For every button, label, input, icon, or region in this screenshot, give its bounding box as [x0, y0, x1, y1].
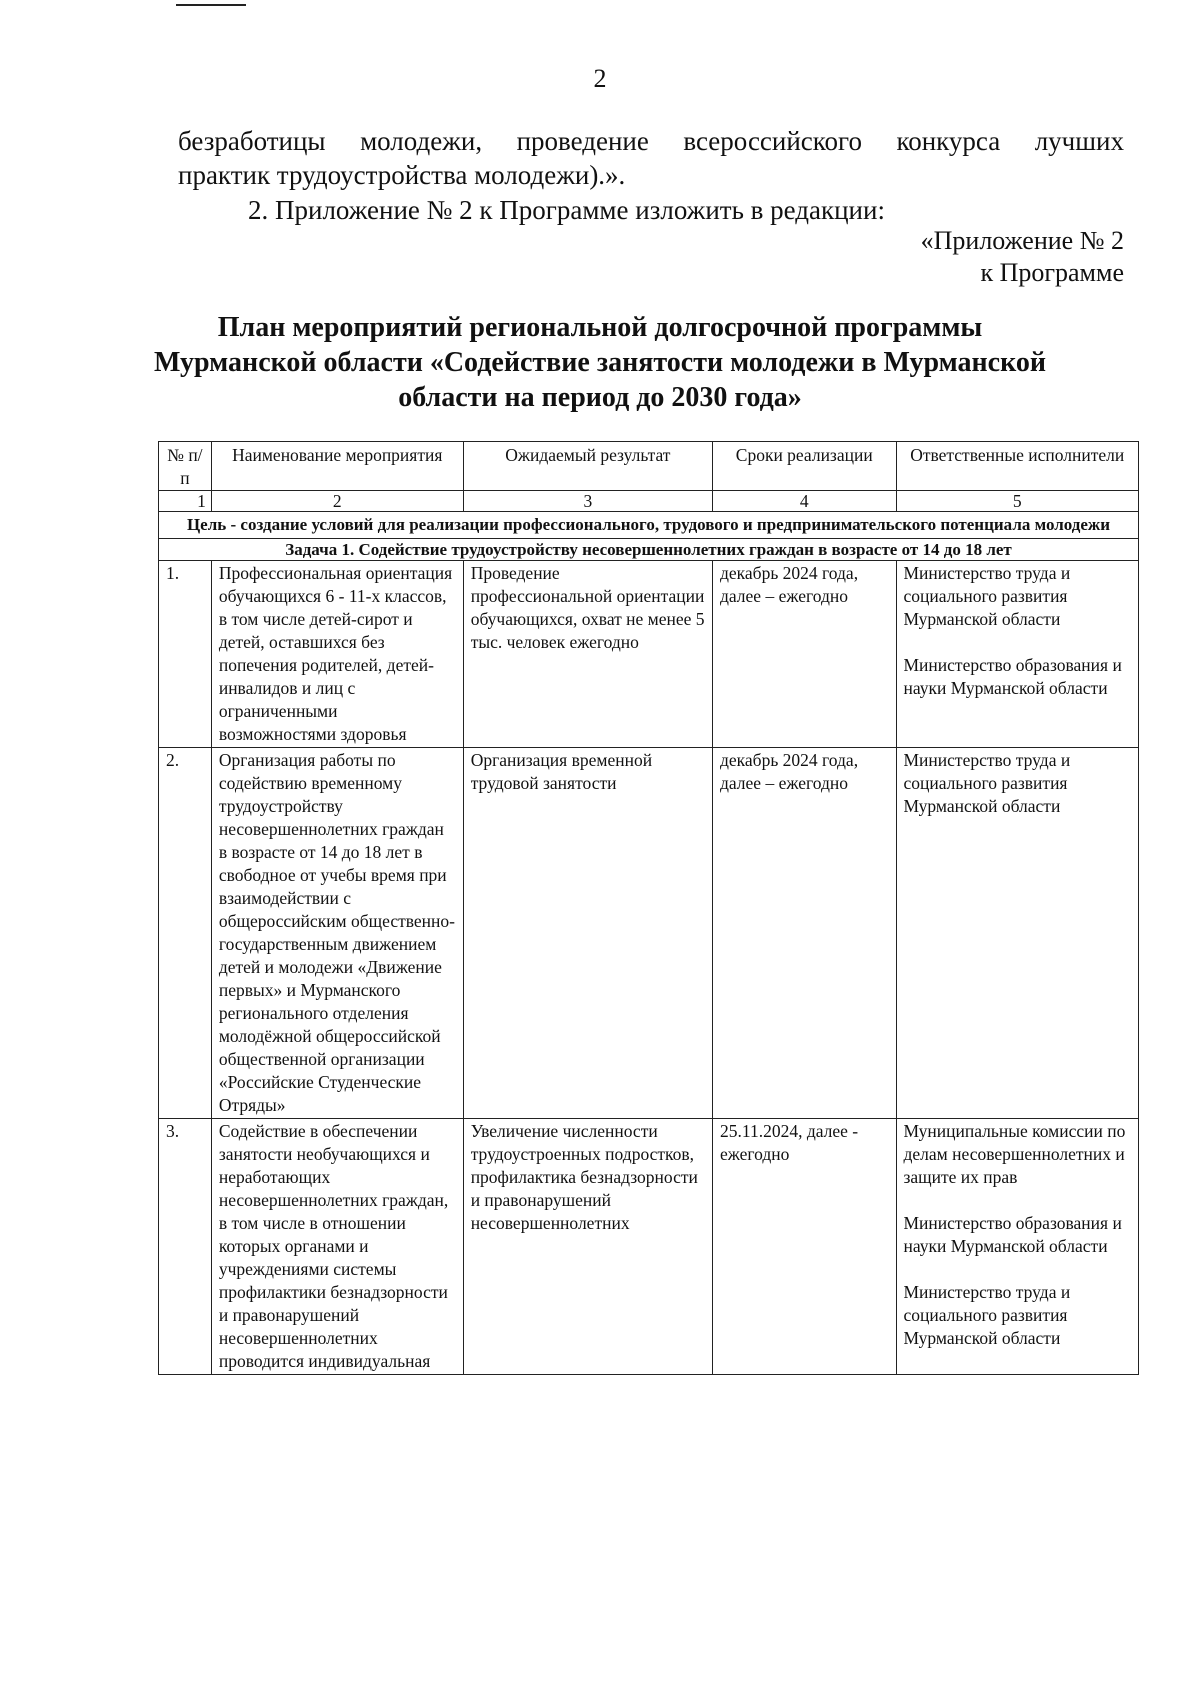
- column-numbers-row: [159, 491, 1139, 512]
- executor: Муниципальные комиссии по делам несовершеннолетних и защите их прав: [903, 1121, 1126, 1187]
- header-executors: Ответственные исполнители: [896, 442, 1139, 491]
- row-number: 1.: [159, 561, 212, 748]
- plan-table: [158, 441, 1139, 1375]
- row-executors: [896, 748, 1139, 1119]
- intro-line-2: практик трудоустройства молодежи).».: [178, 160, 626, 190]
- appendix-heading: [921, 225, 1124, 289]
- column-number: 3: [463, 491, 712, 512]
- intro-line-3: 2. Приложение № 2 к Программе изложить в редакции:: [248, 195, 885, 225]
- row-term: декабрь 2024 года, далее – ежегодно: [712, 561, 896, 748]
- task-text: Задача 1. Содействие трудоустройству несовершеннолетних граждан в возрасте от 14 до 18 лет: [159, 539, 1139, 561]
- plan-title-line-2: Мурманской области «Содействие занятости молодежи в Мурманской: [153, 347, 1047, 378]
- row-result: Проведение профессиональной ориентации обучающихся, охват не менее 5 тыс. человек ежегодно: [463, 561, 712, 748]
- table-row: [159, 748, 1139, 1119]
- row-result: Организация временной трудовой занятости: [463, 748, 712, 1119]
- header-term: Сроки реализации: [712, 442, 896, 491]
- executor: Министерство образования и науки Мурманской области: [903, 1213, 1122, 1256]
- table-header-row: [159, 442, 1139, 491]
- top-rule: [176, 4, 246, 6]
- row-term: декабрь 2024 года, далее – ежегодно: [712, 748, 896, 1119]
- header-result: Ожидаемый результат: [463, 442, 712, 491]
- executor: Министерство образования и науки Мурманской области: [903, 655, 1122, 698]
- row-executors: [896, 561, 1139, 748]
- executor: Министерство труда и социального развития Мурманской области: [903, 563, 1071, 629]
- task-row: [159, 539, 1139, 561]
- row-result: Увеличение численности трудоустроенных подростков, профилактика безнадзорности и правонарушений несовершеннолетних: [463, 1119, 712, 1375]
- column-number: 2: [211, 491, 463, 512]
- row-term: 25.11.2024, далее - ежегодно: [712, 1119, 896, 1375]
- plan-title-line-1: План мероприятий региональной долгосрочной программы: [217, 312, 983, 343]
- row-executors: [896, 1119, 1139, 1375]
- appendix-line-1: «Приложение № 2: [920, 226, 1124, 255]
- table-row: [159, 561, 1139, 748]
- goal-row: [159, 512, 1139, 539]
- column-number: 4: [712, 491, 896, 512]
- page-number: 2: [593, 64, 607, 93]
- intro-paragraph: [178, 124, 1124, 192]
- column-number: 1: [159, 491, 212, 512]
- executor: Министерство труда и социального развития Мурманской области: [903, 750, 1071, 816]
- row-name: Содействие в обеспечении занятости необучающихся и неработающих несовершеннолетних граждан, в том числе в отношении которых органами и учреждениями системы профилактики безнадзорности и правонарушений несовершеннолетних проводится индивидуальная: [211, 1119, 463, 1375]
- table-row: [159, 1119, 1139, 1375]
- header-name: Наименование мероприятия: [211, 442, 463, 491]
- plan-title: [150, 310, 1050, 415]
- row-name: Организация работы по содействию временному трудоустройству несовершеннолетних граждан в возрасте от 14 до 18 лет в свободное от учебы время при взаимодействии с общероссийским общественно-государственным движением детей и молодежи «Движение первых» и Мурманского регионального отделения молодёжной общероссийской общественной организации «Российские Студенческие Отряды»: [211, 748, 463, 1119]
- intro-line-1: безработицы молодежи, проведение всероссийского конкурса лучших: [178, 126, 1124, 156]
- row-number: 2.: [159, 748, 212, 1119]
- appendix-line-2: к Программе: [980, 258, 1124, 287]
- row-number: 3.: [159, 1119, 212, 1375]
- executor: Министерство труда и социального развития Мурманской области: [903, 1282, 1071, 1348]
- row-name: Профессиональная ориентация обучающихся 6 - 11-х классов, в том числе детей-сирот и детей, оставшихся без попечения родителей, детей-инвалидов и лиц с ограниченными возможностями здоровья: [211, 561, 463, 748]
- header-num: № п/п: [159, 442, 212, 491]
- goal-text: Цель - создание условий для реализации профессионального, трудового и предпринимательского потенциала молодежи: [159, 512, 1139, 539]
- plan-title-line-3: области на период до 2030 года»: [398, 382, 802, 413]
- column-number: 5: [896, 491, 1139, 512]
